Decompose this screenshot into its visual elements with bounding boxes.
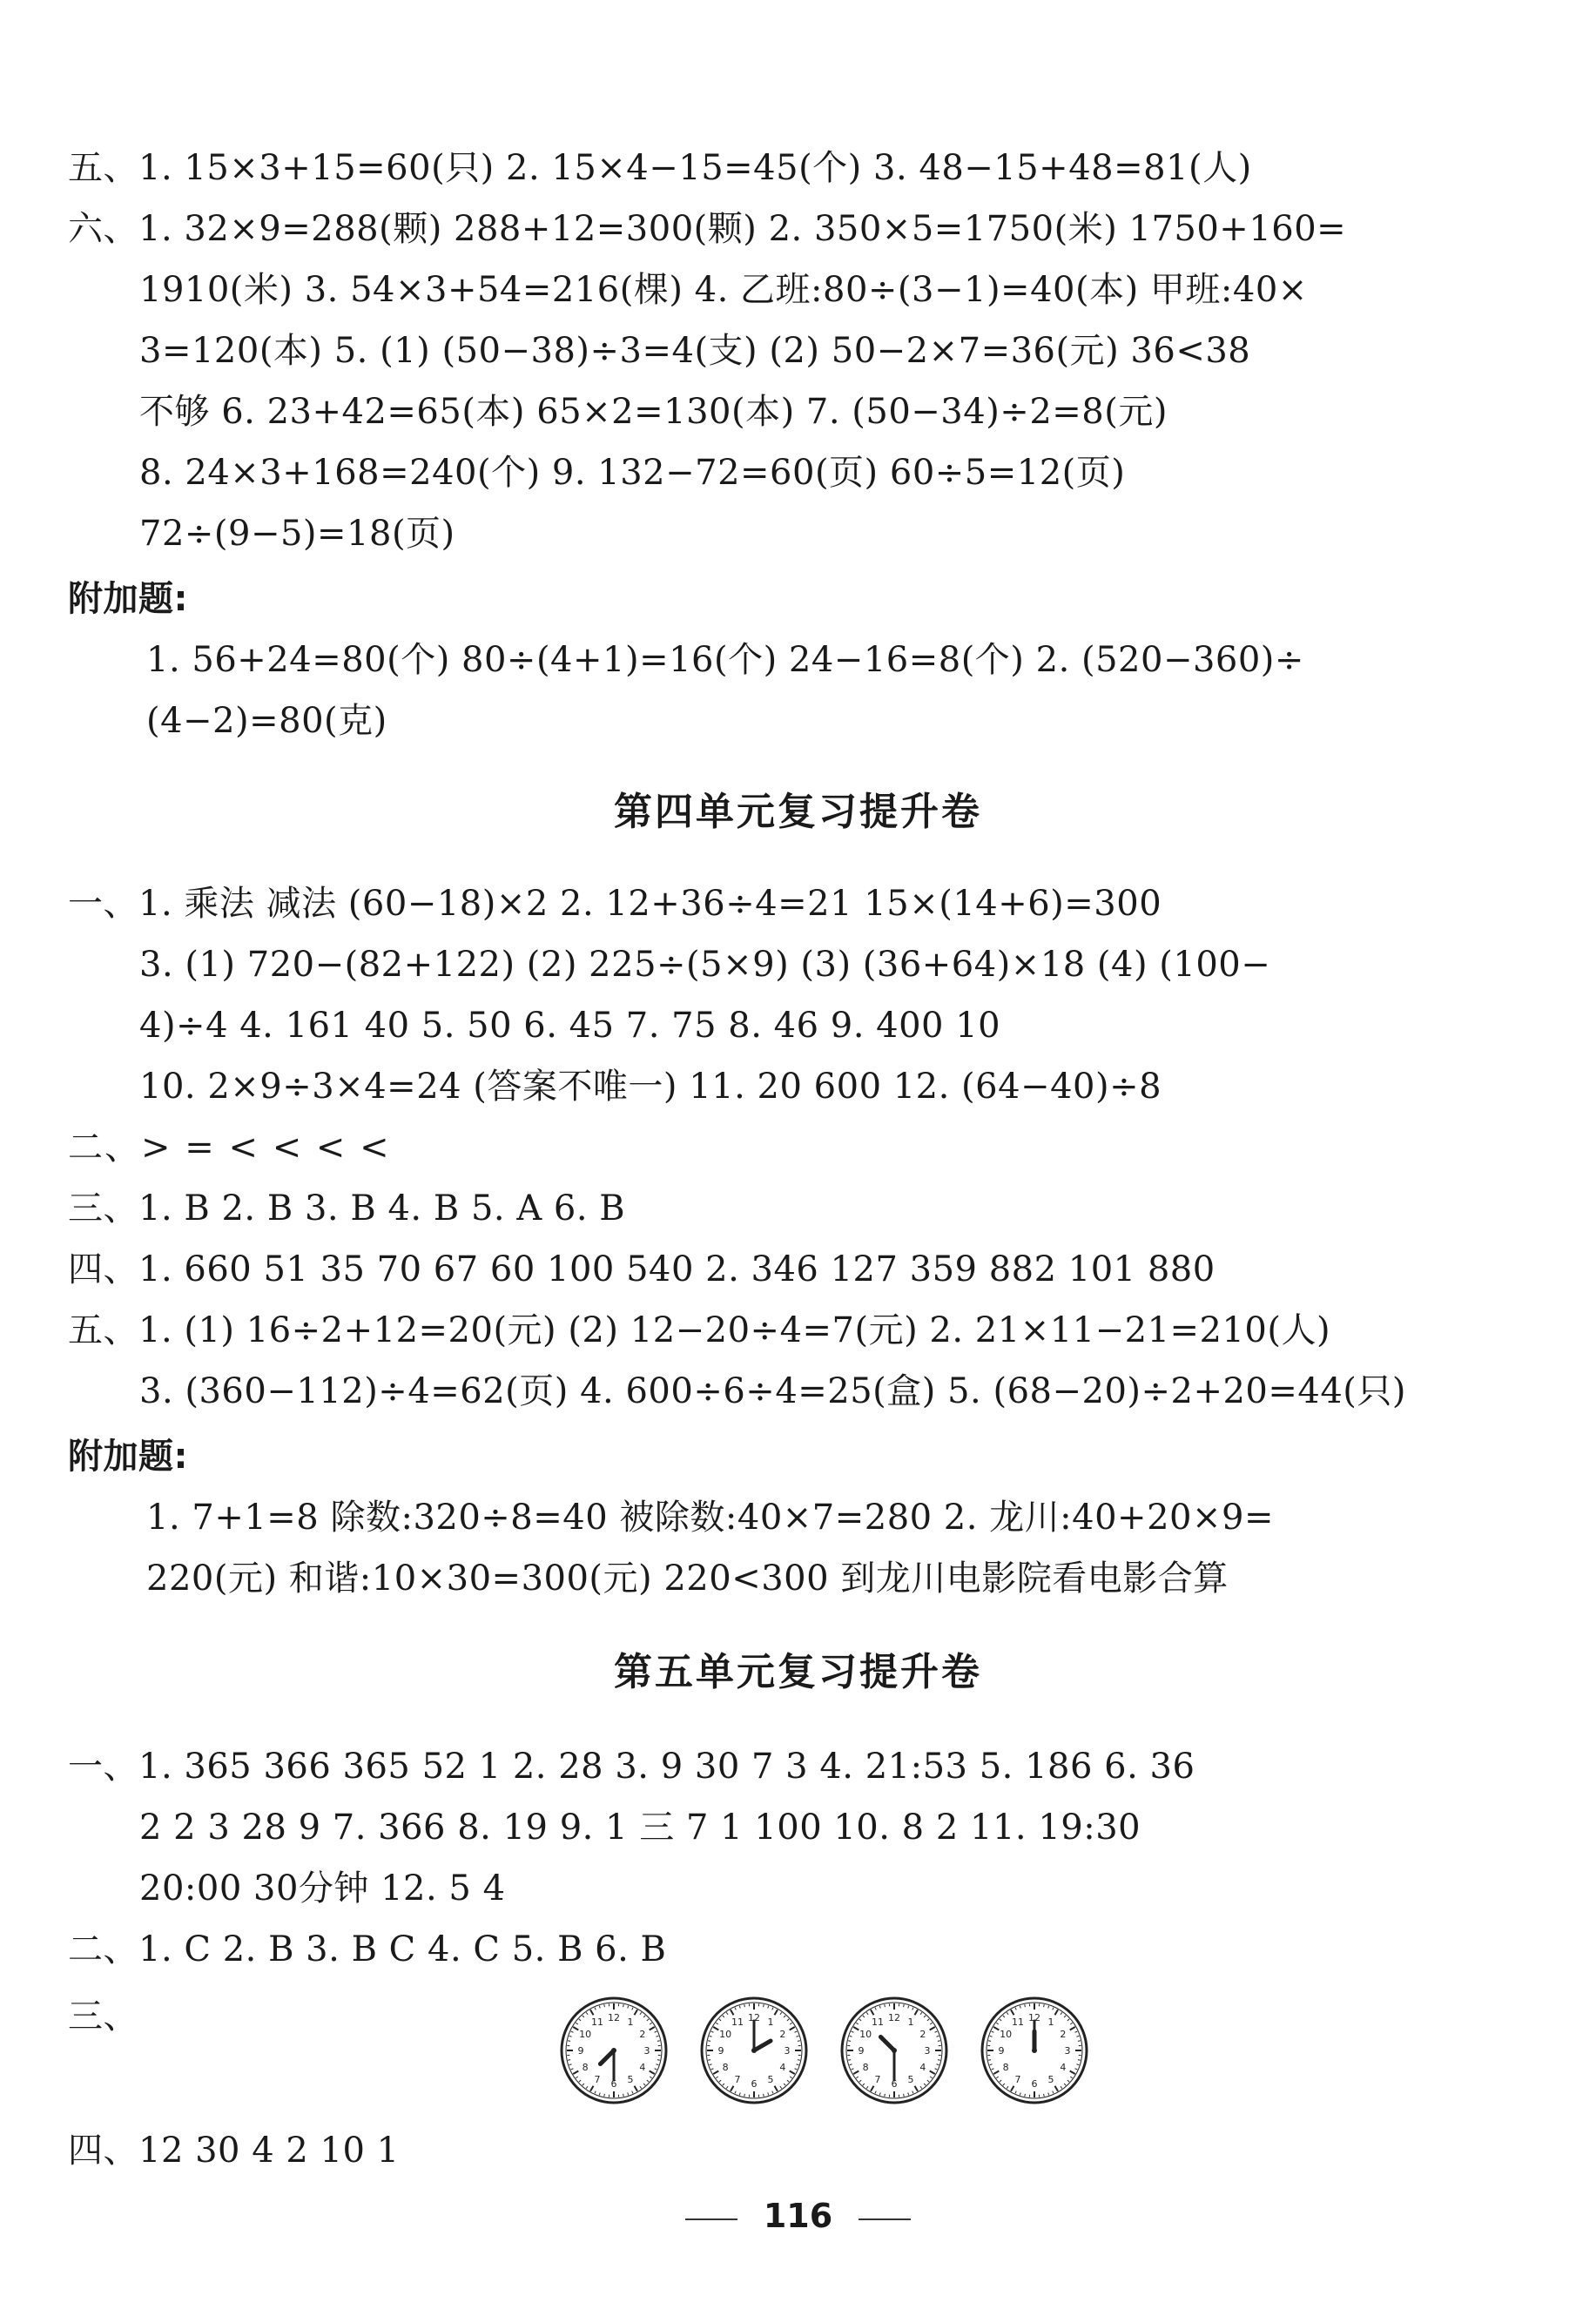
clock-tick: [1078, 2060, 1081, 2061]
clock-icon-3: [838, 1994, 951, 2107]
unit4-section-yi-line3: 4)÷4 4. 161 40 5. 50 6. 45 7. 75 8. 46 9. 400 10: [139, 1006, 1001, 1046]
clock-tick: [623, 2004, 624, 2007]
clock-number: 7: [1014, 2073, 1021, 2085]
unit5-section-er: 二、1. C 2. B 3. B C 4. C 5. B 6. B: [68, 1929, 667, 1969]
clock-center: [1032, 2048, 1037, 2053]
clock-number: 5: [767, 2073, 774, 2085]
clock-number: 3: [643, 2045, 650, 2057]
unit5-section-yi-line2: 2 2 3 28 9 7. 366 8. 19 9. 1 三 7 1 100 10. 8 2 11. 19:30: [139, 1808, 1141, 1848]
clock-number: 9: [577, 2045, 584, 2057]
clock-center: [751, 2048, 757, 2053]
clock-center: [892, 2048, 897, 2053]
unit3-section-wu: 五、1. 15×3+15=60(只) 2. 15×4−15=45(个) 3. 48−15+48=81(人): [68, 148, 1252, 188]
unit5-title: 第五单元复习提升卷: [614, 1650, 982, 1694]
unit3-section-liu-line4: 不够 6. 23+42=65(本) 65×2=130(本) 7. (50−34)÷2=8(元): [139, 392, 1168, 432]
clock-tick: [988, 2060, 991, 2061]
clock-tick: [848, 2041, 851, 2042]
clock-number: 6: [610, 2078, 617, 2090]
clock-tick: [1044, 2004, 1045, 2007]
clock-tick: [885, 2094, 886, 2097]
clock-number: 10: [579, 2029, 592, 2040]
page-footer: [0, 2194, 1596, 2238]
clock-number: 11: [872, 2016, 885, 2029]
unit4-section-wu-line2: 3. (360−112)÷4=62(页) 4. 600÷6÷4=25(盒) 5. (68−20)÷2+20=44(只): [139, 1371, 1407, 1411]
clock-number: 2: [779, 2029, 786, 2040]
clock-number: 1: [767, 2016, 774, 2029]
clock-number: 2: [919, 2029, 926, 2040]
unit4-section-yi-line1: 一、1. 乘法 减法 (60−18)×2 2. 12+36÷4=21 15×(14+6)=300: [68, 884, 1162, 924]
clock-number: 8: [862, 2062, 869, 2073]
clock-tick: [938, 2041, 940, 2042]
clock-number: 7: [734, 2073, 741, 2085]
clock-number: 11: [731, 2016, 744, 2029]
clock-number: 3: [924, 2045, 931, 2057]
clock-number: 4: [779, 2062, 786, 2073]
unit3-bonus-label: 附加题:: [68, 579, 188, 619]
clock-tick: [604, 2094, 605, 2097]
unit4-title: 第四单元复习提升卷: [614, 790, 982, 834]
clock-number: 12: [888, 2012, 901, 2023]
clock-number: 12: [748, 2012, 761, 2023]
page-number: 116: [763, 2197, 833, 2235]
clock-number: 6: [751, 2078, 758, 2090]
clock-tick: [604, 2004, 605, 2007]
clock-tick: [1044, 2094, 1045, 2097]
clock-number: 5: [907, 2073, 914, 2085]
clock-tick: [623, 2094, 624, 2097]
clock-tick: [1025, 2094, 1026, 2097]
clock-number: 10: [1000, 2029, 1013, 2040]
unit3-bonus-line2: (4−2)=80(克): [146, 701, 387, 741]
clock-number: 9: [998, 2045, 1005, 2057]
clock-number: 5: [627, 2073, 634, 2085]
unit3-bonus-line1: 1. 56+24=80(个) 80÷(4+1)=16(个) 24−16=8(个) 2. (520−360)÷: [146, 640, 1304, 680]
clock-number: 5: [1047, 2073, 1054, 2085]
unit4-bonus-line1: 1. 7+1=8 除数:320÷8=40 被除数:40×7=280 2. 龙川:40+20×9=: [146, 1498, 1274, 1538]
clock-tick: [1078, 2041, 1081, 2042]
clock-tick: [848, 2060, 851, 2061]
unit4-section-er: 二、> = < < < <: [68, 1128, 391, 1168]
unit5-section-yi-line3: 20:00 30分钟 12. 5 4: [139, 1868, 506, 1909]
clock-tick: [657, 2041, 660, 2042]
unit3-section-liu-line2: 1910(米) 3. 54×3+54=216(棵) 4. 乙班:80÷(3−1)=40(本) 甲班:40×: [139, 270, 1308, 310]
clock-tick: [798, 2060, 800, 2061]
clock-tick: [904, 2004, 905, 2007]
clock-number: 2: [639, 2029, 646, 2040]
unit4-section-wu-line1: 五、1. (1) 16÷2+12=20(元) (2) 12−20÷4=7(元) 2. 21×11−21=210(人): [68, 1310, 1331, 1350]
clock-number: 4: [1060, 2062, 1067, 2073]
clock-tick: [938, 2060, 940, 2061]
clock-number: 7: [594, 2073, 601, 2085]
clock-tick: [657, 2060, 660, 2061]
clock-number: 12: [1028, 2012, 1041, 2023]
clock-number: 3: [784, 2045, 791, 2057]
clock-number: 11: [1012, 2016, 1025, 2029]
clock-tick: [744, 2004, 745, 2007]
clock-tick: [988, 2041, 991, 2042]
clock-number: 3: [1064, 2045, 1071, 2057]
clock-number: 7: [874, 2073, 881, 2085]
clock-tick: [1025, 2004, 1026, 2007]
clock-number: 8: [1002, 2062, 1009, 2073]
clock-tick: [744, 2094, 745, 2097]
unit4-section-san: 三、1. B 2. B 3. B 4. B 5. A 6. B: [68, 1188, 626, 1229]
clock-number: 1: [1047, 2016, 1054, 2029]
clock-tick: [708, 2041, 710, 2042]
footer-dash-right: [859, 2218, 911, 2220]
clock-answers: [557, 1994, 1114, 2116]
unit4-section-yi-line2: 3. (1) 720−(82+122) (2) 225÷(5×9) (3) (36+64)×18 (4) (100−: [139, 945, 1271, 985]
unit4-bonus-label: 附加题:: [68, 1437, 188, 1477]
unit3-section-liu-line6: 72÷(9−5)=18(页): [139, 514, 455, 554]
unit5-section-yi-line1: 一、1. 365 366 365 52 1 2. 28 3. 9 30 7 3 4. 21:53 5. 186 6. 36: [68, 1747, 1195, 1787]
clock-number: 8: [722, 2062, 729, 2073]
clock-center: [611, 2048, 616, 2053]
clock-number: 6: [1031, 2078, 1038, 2090]
clock-number: 4: [639, 2062, 646, 2073]
clock-number: 2: [1060, 2029, 1067, 2040]
clock-tick: [798, 2041, 800, 2042]
clock-icon-4: [978, 1994, 1091, 2107]
clock-number: 9: [717, 2045, 724, 2057]
clock-number: 10: [859, 2029, 872, 2040]
clock-tick: [708, 2060, 710, 2061]
unit5-section-san: 三、: [68, 1996, 138, 2037]
footer-dash-left: [685, 2218, 737, 2220]
unit3-section-liu-line3: 3=120(本) 5. (1) (50−38)÷3=4(支) (2) 50−2×7=36(元) 36<38: [139, 331, 1251, 371]
clock-tick: [885, 2004, 886, 2007]
clock-number: 1: [907, 2016, 914, 2029]
clock-number: 8: [582, 2062, 589, 2073]
clock-tick: [904, 2094, 905, 2097]
unit3-section-liu-line1: 六、1. 32×9=288(颗) 288+12=300(颗) 2. 350×5=1750(米) 1750+160=: [68, 209, 1347, 249]
clock-tick: [568, 2041, 570, 2042]
clock-number: 6: [891, 2078, 898, 2090]
unit4-section-si: 四、1. 660 51 35 70 67 60 100 540 2. 346 127 359 882 101 880: [68, 1249, 1216, 1289]
clock-number: 1: [627, 2016, 634, 2029]
clock-number: 11: [591, 2016, 603, 2029]
unit5-section-si: 四、12 30 4 2 10 1: [68, 2131, 400, 2171]
clock-icon-2: [697, 1994, 811, 2107]
clock-number: 9: [858, 2045, 865, 2057]
unit4-section-yi-line4: 10. 2×9÷3×4=24 (答案不唯一) 11. 20 600 12. (64−40)÷8: [139, 1067, 1162, 1107]
unit3-section-liu-line5: 8. 24×3+168=240(个) 9. 132−72=60(页) 60÷5=12(页): [139, 453, 1126, 493]
unit4-bonus-line2: 220(元) 和谐:10×30=300(元) 220<300 到龙川电影院看电影合算: [146, 1559, 1229, 1599]
clock-tick: [568, 2060, 570, 2061]
clock-number: 10: [719, 2029, 732, 2040]
clock-number: 12: [608, 2012, 620, 2023]
clock-number: 4: [919, 2062, 926, 2073]
clock-icon-1: [557, 1994, 670, 2107]
